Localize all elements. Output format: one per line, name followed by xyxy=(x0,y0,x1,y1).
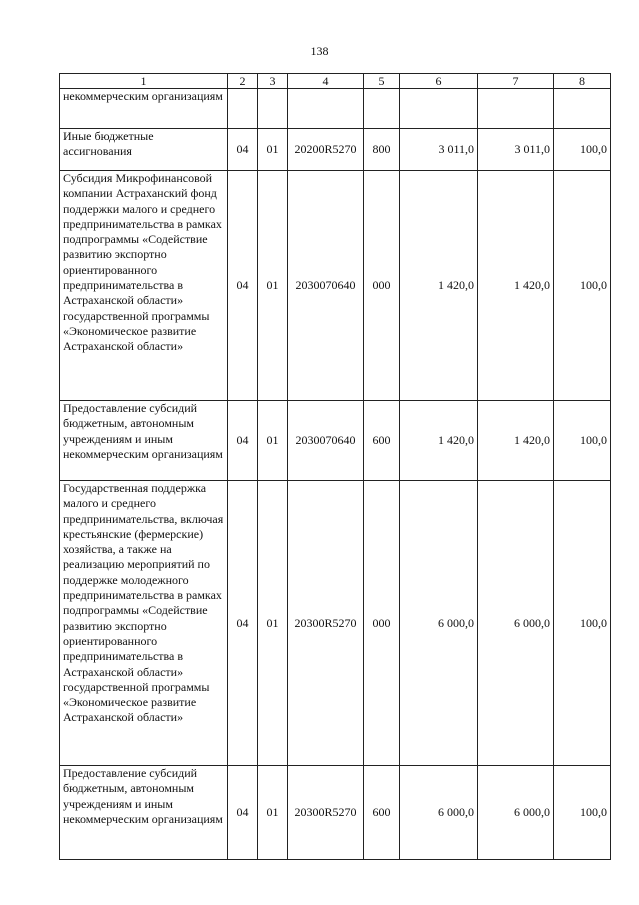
table-row xyxy=(60,89,611,129)
row-percent: 100,0 xyxy=(554,766,611,860)
row-expense-type: 000 xyxy=(364,481,400,766)
row-subsection: 01 xyxy=(258,401,288,481)
row-section: 04 xyxy=(228,481,258,766)
row-planned: 3 011,0 xyxy=(400,129,478,171)
row-target-code: 20300R5270 xyxy=(288,481,364,766)
row-section: 04 xyxy=(228,171,258,401)
col-header-8: 8 xyxy=(554,74,611,89)
table-row xyxy=(60,171,611,401)
row-name: Государственная поддержка малого и среднего предпринимательства, включая крестьянские (фермерские) хозяйства, а также на реализацию мероприятий по поддержке молодежного предпринимательства в рамках подпрограммы «Содействие развитию экспортно ориентированного предпринимательства в Астраханской области» государственной программы «Экономическое развитие Астраханской области» xyxy=(60,481,228,766)
col-header-2: 2 xyxy=(228,74,258,89)
col-header-4: 4 xyxy=(288,74,364,89)
row-executed: 1 420,0 xyxy=(478,401,554,481)
row-subsection: 01 xyxy=(258,129,288,171)
row-section xyxy=(228,89,258,129)
row-percent: 100,0 xyxy=(554,401,611,481)
page-number: 138 xyxy=(310,44,329,58)
row-percent xyxy=(554,89,611,129)
row-section: 04 xyxy=(228,401,258,481)
table-row xyxy=(60,401,611,481)
row-planned: 6 000,0 xyxy=(400,766,478,860)
col-header-7: 7 xyxy=(478,74,554,89)
row-subsection xyxy=(258,89,288,129)
row-target-code: 2030070640 xyxy=(288,401,364,481)
row-target-code xyxy=(288,89,364,129)
row-expense-type: 600 xyxy=(364,766,400,860)
row-section: 04 xyxy=(228,129,258,171)
table-header-row xyxy=(60,74,611,89)
row-target-code: 20300R5270 xyxy=(288,766,364,860)
row-planned: 1 420,0 xyxy=(400,401,478,481)
row-executed xyxy=(478,89,554,129)
row-name: некоммерческим организациям xyxy=(60,89,228,129)
row-percent: 100,0 xyxy=(554,171,611,401)
col-header-5: 5 xyxy=(364,74,400,89)
row-name: Субсидия Микрофинансовой компании Астраханский фонд поддержки малого и среднего предпринимательства в рамках подпрограммы «Содействие развитию экспортно ориентированного предпринимательства в Астраханской области» государственной программы «Экономическое развитие Астраханской области» xyxy=(60,171,228,401)
row-subsection: 01 xyxy=(258,481,288,766)
row-percent: 100,0 xyxy=(554,129,611,171)
row-name: Предоставление субсидий бюджетным, автономным учреждениям и иным некоммерческим организациям xyxy=(60,766,228,860)
row-section: 04 xyxy=(228,766,258,860)
row-expense-type xyxy=(364,89,400,129)
row-percent: 100,0 xyxy=(554,481,611,766)
row-target-code: 2030070640 xyxy=(288,171,364,401)
row-planned xyxy=(400,89,478,129)
row-executed: 3 011,0 xyxy=(478,129,554,171)
row-target-code: 20200R5270 xyxy=(288,129,364,171)
row-subsection: 01 xyxy=(258,171,288,401)
row-expense-type: 000 xyxy=(364,171,400,401)
table-row xyxy=(60,766,611,860)
row-expense-type: 600 xyxy=(364,401,400,481)
col-header-6: 6 xyxy=(400,74,478,89)
table-row xyxy=(60,481,611,766)
row-executed: 6 000,0 xyxy=(478,481,554,766)
row-executed: 1 420,0 xyxy=(478,171,554,401)
table-row xyxy=(60,129,611,171)
row-planned: 6 000,0 xyxy=(400,481,478,766)
budget-table xyxy=(59,73,611,860)
row-name: Иные бюджетные ассигнования xyxy=(60,129,228,171)
row-expense-type: 800 xyxy=(364,129,400,171)
col-header-1: 1 xyxy=(60,74,228,89)
col-header-3: 3 xyxy=(258,74,288,89)
row-planned: 1 420,0 xyxy=(400,171,478,401)
row-subsection: 01 xyxy=(258,766,288,860)
row-name: Предоставление субсидий бюджетным, автономным учреждениям и иным некоммерческим организациям xyxy=(60,401,228,481)
row-executed: 6 000,0 xyxy=(478,766,554,860)
